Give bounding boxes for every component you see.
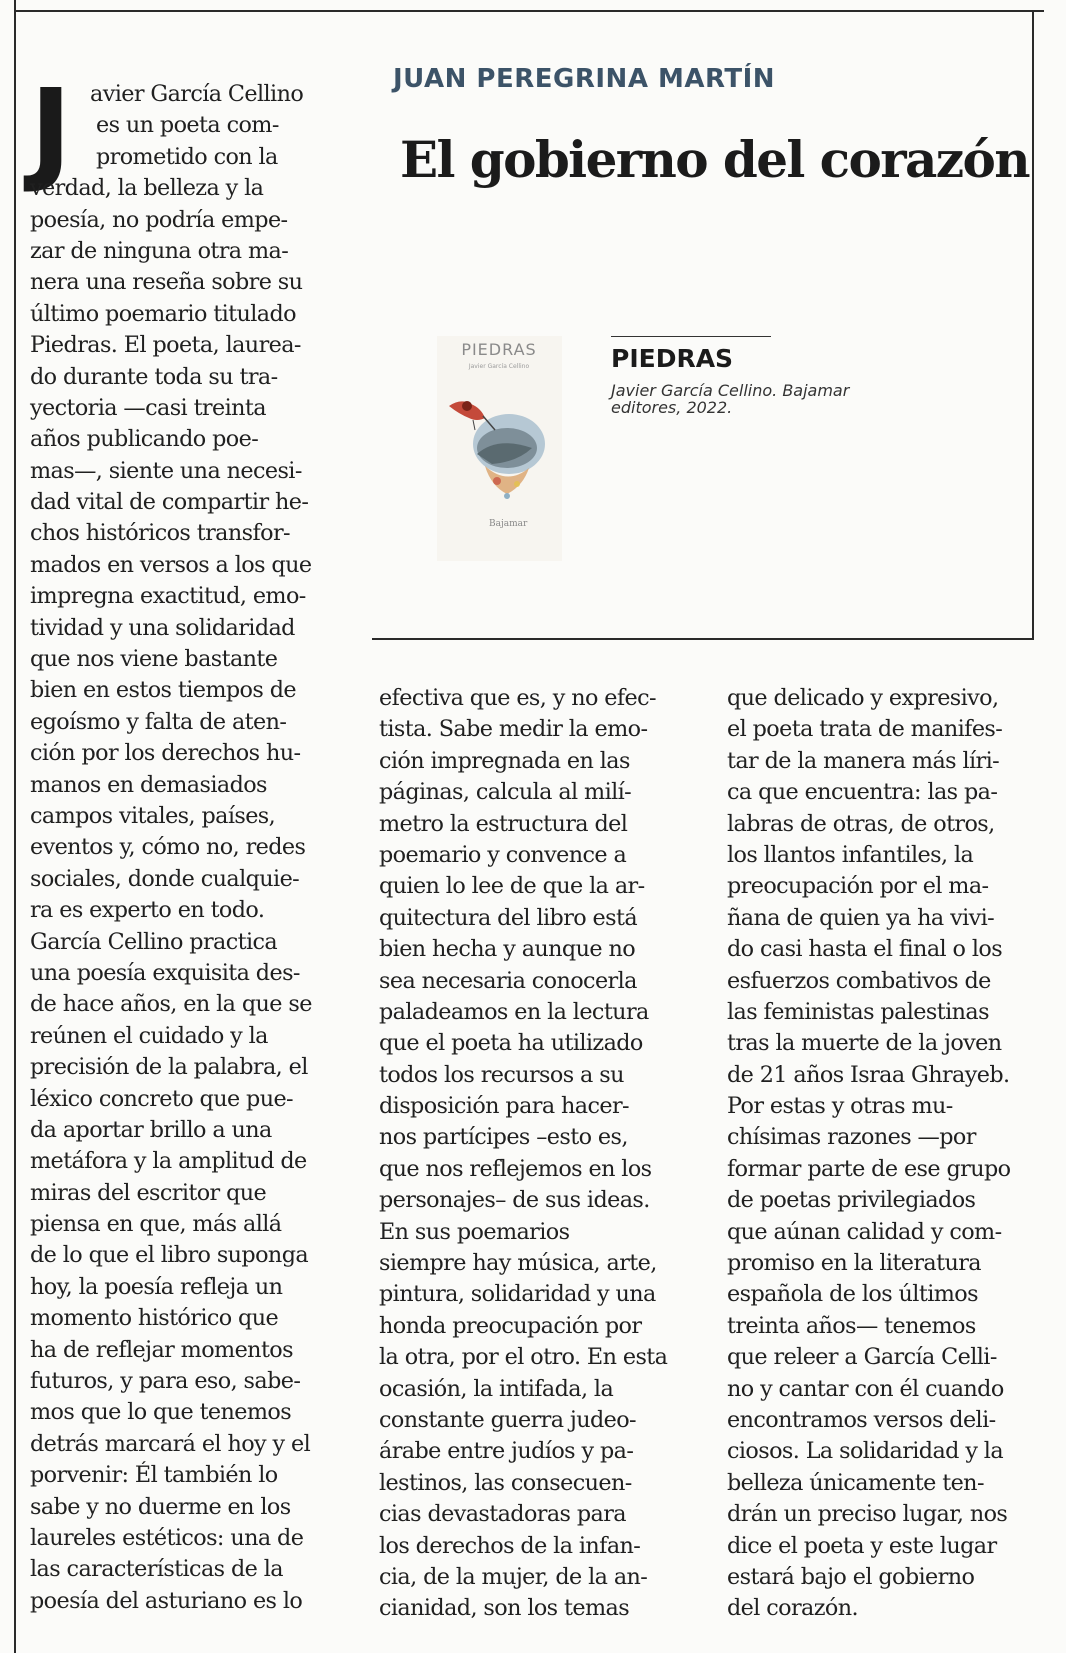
cover-title: PIEDRAS — [461, 340, 537, 359]
article-line: de lo que el libro suponga — [30, 1242, 309, 1269]
article-line: reúnen el cuidado y la — [30, 1022, 268, 1049]
article-line: estará bajo el gobierno — [727, 1563, 975, 1590]
article-line: encontramos versos deli- — [727, 1406, 996, 1433]
article-line: metro la estructura del — [379, 810, 628, 837]
article-line: quitectura del libro está — [379, 904, 638, 931]
article-line: cia, de la mujer, de la an- — [379, 1563, 648, 1590]
article-line: española de los últimos — [727, 1281, 978, 1308]
article-line: de poetas privilegiados — [727, 1187, 976, 1214]
article-line: precisión de la palabra, el — [30, 1054, 308, 1081]
article-line: En sus poemarios — [379, 1218, 570, 1245]
article-line: efectiva que es, y no efec- — [379, 685, 656, 711]
article-line: Piedras. El poeta, laurea- — [30, 332, 301, 359]
article-line: una poesía exquisita des- — [30, 959, 300, 986]
book-cover-image — [437, 336, 562, 561]
article-line: que nos reflejemos en los — [379, 1155, 652, 1182]
article-line: campos vitales, países, — [30, 802, 276, 829]
article-line: que nos viene bastante — [30, 646, 278, 673]
article-line: de hace años, en la que se — [30, 991, 312, 1018]
article-line: detrás marcará el hoy y el — [30, 1430, 311, 1457]
article-line: García Cellino practica — [30, 928, 278, 955]
article-line: treinta años— tenemos — [727, 1312, 976, 1339]
book-info-line: Javier García Cellino. Bajamar — [611, 381, 850, 400]
article-line: bien hecha y aunque no — [379, 936, 636, 963]
article-line: ción impregnada en las — [379, 747, 630, 774]
book-info-line: editores, 2022. — [611, 398, 733, 417]
article-line: pintura, solidaridad y una — [379, 1281, 656, 1308]
article-line: Por estas y otras mu- — [727, 1093, 953, 1120]
article-line: ciosos. La solidaridad y la — [727, 1438, 1004, 1465]
cover-publisher: Bajamar — [489, 519, 528, 529]
article-line: árabe entre judíos y pa- — [379, 1438, 634, 1465]
article-line: futuros, y para eso, sabe- — [30, 1368, 301, 1395]
article-line: preocupación por el ma- — [727, 873, 989, 900]
book-info — [611, 382, 911, 416]
article-line: impregna exactitud, emo- — [30, 583, 306, 610]
article-line: ñana de quien ya ha vivi- — [727, 904, 995, 931]
article-line: zar de ninguna otra ma- — [30, 237, 289, 264]
article-line: el poeta trata de manifes- — [727, 716, 1003, 743]
article-line: los llantos infantiles, la — [727, 841, 974, 868]
page-rule-left — [14, 0, 16, 1653]
article-line: que delicado y expresivo, — [727, 685, 999, 711]
article-line: do durante toda su tra- — [30, 363, 278, 390]
article-line: tista. Sabe medir la emo- — [379, 716, 648, 743]
cover-author: Javier García Cellino — [468, 363, 530, 370]
article-line: que releer a García Celli- — [727, 1344, 997, 1371]
article-line: nos partícipes –esto es, — [379, 1124, 628, 1151]
article-line: quien lo lee de que la ar- — [379, 873, 645, 900]
book-title: PIEDRAS — [611, 344, 734, 373]
article-line: disposición para hacer- — [379, 1093, 629, 1120]
article-line: chísimas razones —por — [727, 1124, 976, 1151]
article-line: poesía del asturiano es lo — [30, 1587, 303, 1614]
article-line: mas—, siente una necesi- — [30, 457, 302, 484]
article-line: egoísmo y falta de aten- — [30, 708, 287, 735]
article-line: sabe y no duerme en los — [30, 1493, 291, 1520]
article-line: ha de reflejar momentos — [30, 1336, 293, 1363]
article-line: chos históricos transfor- — [30, 520, 290, 547]
article-line: eventos y, cómo no, redes — [30, 834, 306, 861]
article-line: tar de la manera más líri- — [727, 747, 1000, 774]
article-line: léxico concreto que pue- — [30, 1085, 293, 1112]
article-line: mados en versos a los que — [30, 551, 312, 578]
article-line: promiso en la literatura — [727, 1250, 981, 1277]
article-author: JUAN PEREGRINA MARTÍN — [393, 64, 776, 94]
article-line: yectoria —casi treinta — [30, 394, 266, 421]
article-line: mos que lo que tenemos — [30, 1399, 292, 1426]
drop-cap: J — [30, 66, 72, 196]
article-line: ocasión, la intifada, la — [379, 1375, 614, 1402]
article-line: dad vital de compartir he- — [30, 489, 309, 516]
article-line: de 21 años Israa Ghrayeb. — [727, 1061, 1010, 1088]
article-line: ción por los derechos hu- — [30, 740, 301, 767]
article-line: la otra, por el otro. En esta — [379, 1344, 668, 1371]
article-line: paladeamos en la lectura — [379, 998, 649, 1025]
article-line: los derechos de la infan- — [379, 1532, 641, 1559]
article-line: laureles estéticos: una de — [30, 1524, 304, 1551]
article-line: hoy, la poesía refleja un — [30, 1273, 283, 1300]
article-line: poesía, no podría empe- — [30, 206, 288, 233]
article-line: del corazón. — [727, 1595, 858, 1622]
article-line: prometido con la — [96, 143, 278, 170]
article-line: es un poeta com- — [96, 112, 279, 139]
article-line: años publicando poe- — [30, 426, 259, 453]
article-line: las características de la — [30, 1556, 283, 1583]
article-line: cianidad, son los temas — [379, 1595, 630, 1622]
article-column-3 — [727, 683, 1039, 1625]
article-line: piensa en que, más allá — [30, 1211, 282, 1238]
article-line: último poemario titulado — [30, 300, 296, 327]
article-line: personajes– de sus ideas. — [379, 1187, 650, 1214]
article-column-2 — [379, 683, 691, 1625]
book-info-rule — [611, 336, 771, 337]
article-line: sociales, donde cualquie- — [30, 865, 300, 892]
article-line: que aúnan calidad y com- — [727, 1218, 1002, 1245]
article-line: formar parte de ese grupo — [727, 1155, 1011, 1182]
article-line: honda preocupación por — [379, 1312, 642, 1339]
article-line: momento histórico que — [30, 1305, 279, 1332]
article-line: da aportar brillo a una — [30, 1116, 272, 1143]
article-line: labras de otras, de otros, — [727, 810, 995, 837]
article-line: metáfora y la amplitud de — [30, 1148, 307, 1175]
article-line: esfuerzos combativos de — [727, 967, 991, 994]
article-line: avier García Cellino — [90, 81, 304, 107]
article-line: dice el poeta y este lugar — [727, 1532, 997, 1559]
article-line: constante guerra judeo- — [379, 1406, 636, 1433]
article-line: cias devastadoras para — [379, 1501, 626, 1528]
article-line: que el poeta ha utilizado — [379, 1030, 643, 1057]
article-line: lestinos, las consecuen- — [379, 1469, 632, 1496]
article-line: sea necesaria conocerla — [379, 967, 637, 994]
article-line: ca que encuentra: las pa- — [727, 779, 998, 806]
article-line: poemario y convence a — [379, 841, 627, 868]
article-line: do casi hasta el final o los — [727, 936, 1003, 963]
article-line: siempre hay música, arte, — [379, 1250, 657, 1277]
article-column-1 — [30, 66, 350, 1617]
article-line: páginas, calcula al milí- — [379, 779, 632, 806]
article-line: manos en demasiados — [30, 771, 267, 798]
article-line: bien en estos tiempos de — [30, 677, 296, 704]
article-line: nera una reseña sobre su — [30, 269, 303, 296]
article-line: las feministas palestinas — [727, 998, 989, 1025]
article-line: no y cantar con él cuando — [727, 1375, 1004, 1402]
article-line: ra es experto en todo. — [30, 897, 265, 924]
article-line: todos los recursos a su — [379, 1061, 624, 1088]
article-line: miras del escritor que — [30, 1179, 267, 1206]
article-line: tividad y una solidaridad — [30, 614, 295, 641]
article-line: verdad, la belleza y la — [30, 175, 264, 202]
article-line: tras la muerte de la joven — [727, 1030, 1002, 1057]
article-headline: El gobierno del corazón — [400, 130, 1030, 189]
article-line: drán un preciso lugar, nos — [727, 1501, 1008, 1528]
book-cover-illustration — [437, 336, 562, 561]
article-line: porvenir: Él también lo — [30, 1462, 278, 1489]
article-line: belleza únicamente ten- — [727, 1469, 984, 1496]
